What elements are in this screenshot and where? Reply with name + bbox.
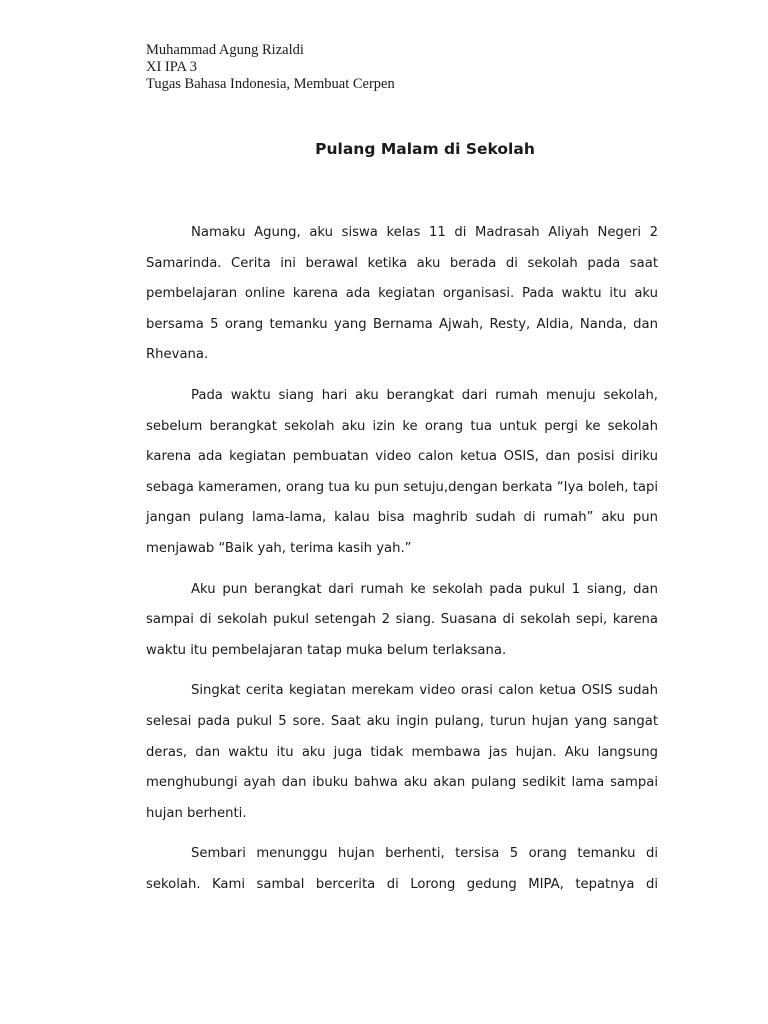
header-block <box>146 42 395 93</box>
story-body <box>146 218 658 910</box>
paragraph-5: Sembari menunggu hujan berhenti, tersisa 5 orang temanku di sekolah. Kami sambal bercerita di Lorong gedung MIPA, tepatnya di <box>146 846 658 892</box>
assignment-label: Tugas Bahasa Indonesia, Membuat Cerpen <box>146 76 395 92</box>
paragraph-3: Aku pun berangkat dari rumah ke sekolah pada pukul 1 siang, dan sampai di sekolah pukul setengah 2 siang. Suasana di sekolah sepi, karena waktu itu pembelajaran tatap muka belum terlaksana. <box>146 581 658 658</box>
paragraph-1: Namaku Agung, aku siswa kelas 11 di Madrasah Aliyah Negeri 2 Samarinda. Cerita ini berawal ketika aku berada di sekolah pada saat pembelajaran online karena ada kegiatan organisasi. Pada waktu itu aku bersama 5 orang temanku yang Bernama Ajwah, Resty, Aldia, Nanda, dan Rhevana. <box>146 225 658 363</box>
story-title: Pulang Malam di Sekolah <box>315 140 535 158</box>
author-class: XI IPA 3 <box>146 59 198 75</box>
paragraph-2: Pada waktu siang hari aku berangkat dari rumah menuju sekolah, sebelum berangkat sekolah aku izin ke orang tua untuk pergi ke sekolah karena ada kegiatan pembuatan video calon ketua OSIS, dan posisi diriku sebaga kameramen, orang tua ku pun setuju,dengan berkata “Iya boleh, tapi jangan pulang lama-lama, kalau bisa maghrib sudah di rumah” aku pun menjawab “Baik yah, terima kasih yah.” <box>146 387 658 556</box>
author-name: Muhammad Agung Rizaldi <box>146 42 304 58</box>
paragraph-4: Singkat cerita kegiatan merekam video orasi calon ketua OSIS sudah selesai pada pukul 5 sore. Saat aku ingin pulang, turun hujan yang sangat deras, dan waktu itu aku juga tidak membawa jas hujan. Aku langsung menghubungi ayah dan ibuku bahwa aku akan pulang sedikit lama sampai hujan berhenti. <box>146 683 658 821</box>
